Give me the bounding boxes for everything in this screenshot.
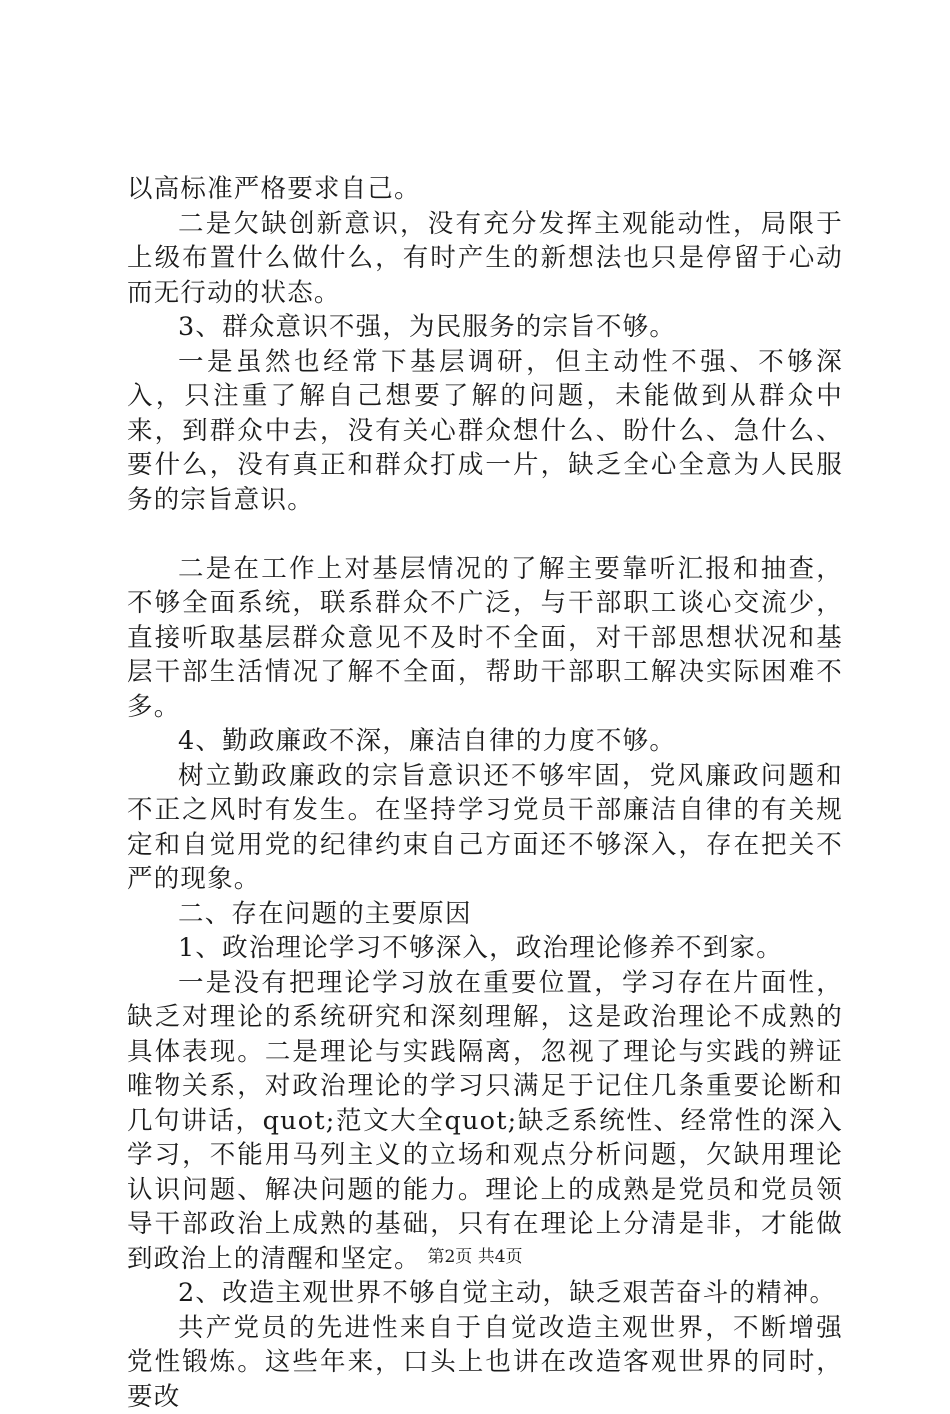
paragraph-continuation: 以高标准严格要求自己。	[127, 172, 843, 207]
paragraph-integrity-awareness: 树立勤政廉政的宗旨意识还不够牢固，党风廉政问题和不正之风时有发生。在坚持学习党员干部廉洁自律的有关规定和自觉用党的纪律约束自己方面还不够深入，存在把关不严的现象。	[127, 759, 843, 897]
heading-mass-awareness: 3、群众意识不强，为民服务的宗旨不够。	[127, 310, 843, 345]
paragraph-innovation-awareness: 二是欠缺创新意识，没有充分发挥主观能动性，局限于上级布置什么做什么，有时产生的新想法也只是停留于心动而无行动的状态。	[127, 207, 843, 311]
heading-subjective-world: 2、改造主观世界不够自觉主动，缺乏艰苦奋斗的精神。	[127, 1276, 843, 1311]
paragraph-grassroots-understanding: 二是在工作上对基层情况的了解主要靠听汇报和抽查，不够全面系统，联系群众不广泛，与干部职工谈心交流少，直接听取基层群众意见不及时不全面，对干部思想状况和基层干部生活情况了解不全面，帮助干部职工解决实际困难不多。	[127, 552, 843, 725]
heading-diligence-integrity: 4、勤政廉政不深，廉洁自律的力度不够。	[127, 724, 843, 759]
heading-political-theory: 1、政治理论学习不够深入，政治理论修养不到家。	[127, 931, 843, 966]
page-number-footer: 第2页 共4页	[0, 1242, 950, 1267]
paragraph-grassroots-research: 一是虽然也经常下基层调研，但主动性不强、不够深入，只注重了解自己想要了解的问题，未能做到从群众中来，到群众中去，没有关心群众想什么、盼什么、急什么、要什么，没有真正和群众打成一片，缺乏全心全意为人民服务的宗旨意识。	[127, 345, 843, 518]
document-body	[127, 172, 843, 1414]
paragraph-theory-study: 一是没有把理论学习放在重要位置，学习存在片面性，缺乏对理论的系统研究和深刻理解，这是政治理论不成熟的具体表现。二是理论与实践隔离，忽视了理论与实践的辨证唯物关系，对政治理论的学习只满足于记住几条重要论断和几句讲话，quot;范文大全quot;缺乏系统性、经常性的深入学习，不能用马列主义的立场和观点分析问题，欠缺用理论认识问题、解决问题的能力。理论上的成熟是党员和党员领导干部政治上成熟的基础，只有在理论上分清是非，才能做到政治上的清醒和坚定。	[127, 966, 843, 1277]
paragraph-party-member-advancement: 共产党员的先进性来自于自觉改造主观世界，不断增强党性锻炼。这些年来，口头上也讲在改造客观世界的同时，要改	[127, 1311, 843, 1414]
section-heading-main-causes: 二、存在问题的主要原因	[127, 897, 843, 932]
